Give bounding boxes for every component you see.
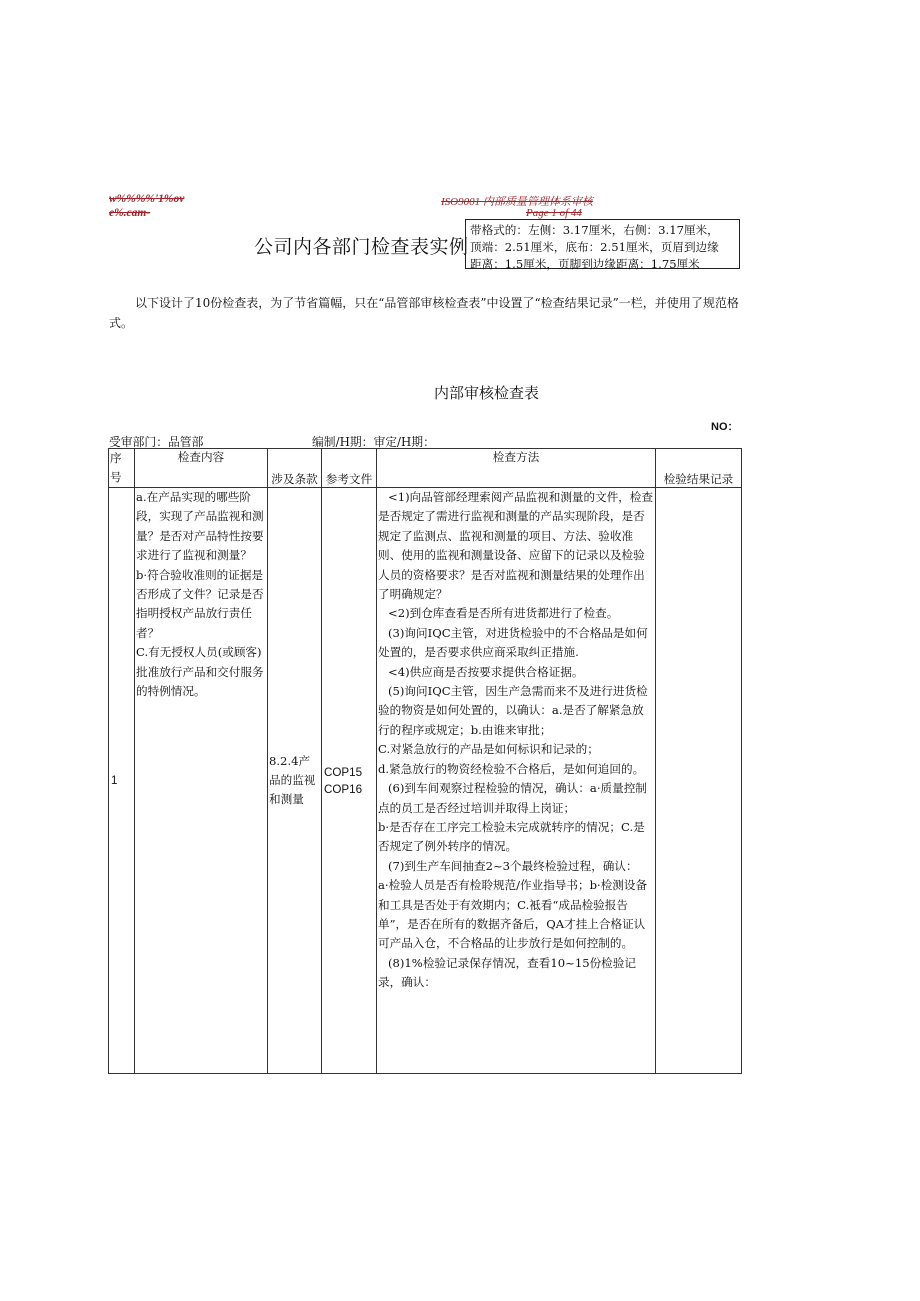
method-step-7: (7)到生产车间抽查2~3个最终检验过程，确认：	[388, 858, 638, 873]
header-ref-label: 参考文件	[325, 472, 373, 486]
header-seq	[109, 449, 135, 488]
header-method-label: 检查方法	[492, 450, 540, 464]
method-step-3: (3)询问IQC主管，对进货检验中的不合格品是如何处置的，是否要求供应商采取纠正措施.	[378, 625, 648, 660]
document-title: 公司内各部门检查表实例	[254, 236, 469, 258]
method-step-4: <4)供应商是否按要求提供合格证据。	[388, 664, 584, 679]
header-clause	[268, 449, 322, 488]
method-step-5c: C.对紧急放行的产品是如何标识和记录的；	[378, 742, 599, 757]
header-result-label: 检验结果记录	[663, 472, 734, 486]
header-content-label: 检查内容	[177, 450, 225, 464]
format-comment-box	[465, 219, 740, 269]
format-line-2: 顶端：2.51厘米，底布：2.51厘米，页眉到边缘	[470, 240, 719, 254]
header-method	[377, 449, 656, 488]
header-page-number: Page 1 of 44	[526, 207, 582, 219]
header-seq-label: 序号	[110, 451, 122, 484]
audited-department: 受审部门：品管部	[109, 435, 204, 449]
method-step-6b: b·是否存在工序完工检验未完成就转序的情况；C.是否规定了例外转序的情况。	[378, 819, 645, 854]
format-line-1: 带格式的：左侧：3.17厘米，右侧：3.17厘米，	[470, 223, 719, 237]
header-right-line1: ISO9001 内部质量管理体系审核	[441, 196, 593, 208]
method-step-7a: a·检验人员是否有检聆规范/作业指导书；b·检测设备和工具是否处于有效期内；C.袛看“成品检验报告单”，是否在所有的数据齐备后，QA才挂上合格证认可产品入仓，不合格品的让步放行是如何控制的。	[378, 878, 648, 951]
header-ref	[322, 449, 377, 488]
format-line-3: 距离：1.5厘米，页脚到边缘距离：1.75厘米	[470, 257, 700, 271]
row1-clause	[268, 488, 322, 1074]
table-title: 内部审核检查表	[434, 384, 540, 402]
header-content	[135, 449, 268, 488]
ref-cop15: COP15	[324, 765, 363, 779]
method-step-2: <2)到仓库查看是否所有进货都进行了检查。	[388, 606, 619, 621]
content-item-b: b·符合验收准则的证据是否形成了文件？记录是否指明授权产品放行责任者？	[136, 567, 264, 640]
header-clause-label: 涉及条款	[271, 472, 318, 486]
ref-cop16: COP16	[324, 782, 363, 796]
audit-checklist-table	[108, 448, 742, 1074]
header-left-line2: e%.cam-	[109, 207, 151, 219]
intro-paragraph	[109, 293, 749, 333]
method-step-6: (6)到车间观察过程检验的情况，确认：a·质量控制点的员工是否经过培训并取得上岗证；	[378, 781, 647, 815]
row1-result[interactable]	[656, 488, 742, 1074]
row1-method	[377, 488, 656, 1074]
table-row	[109, 488, 742, 1074]
table-header-row	[109, 449, 742, 488]
row1-content	[135, 488, 268, 1074]
method-step-5: (5)询问IQC主管，因生产急需而来不及进行进货检验的物资是如何处置的，以确认：a.是否了解紧急放行的程序或规定；b.由谁来审批；	[378, 684, 648, 737]
clause-text: 8.2.4产品的监视和测量	[269, 754, 316, 806]
row1-ref	[322, 488, 377, 1074]
header-result	[656, 449, 742, 488]
method-step-1: <1)向品管部经理索阅产品监视和测量的文件，检查是否规定了需进行监视和测量的产品实现阶段，是否规定了监测点、监视和测量的项目、方法、验收准则、使用的监视和测量设备、应留下的记录以及检验人员的资格要求？是否对监视和测量结果的处理作出了明确规定？	[378, 490, 654, 602]
content-item-c: C.有无授权人员(或顾客)批准放行产品和交付服务的特例情况。	[136, 645, 264, 699]
editor-approval-dates: 编制/H期：审定/H期：	[312, 435, 435, 449]
row1-seq: 1	[109, 488, 135, 1074]
number-label: NO：	[711, 421, 739, 433]
method-step-5d: d.紧急放行的物资经检验不合格后，是如何追回的。	[378, 761, 645, 776]
header-left-line1: w%%%%'1%ov	[109, 193, 185, 205]
method-step-8: (8)1%检验记录保存情况，查看10~15份检验记录，确认：	[378, 955, 636, 990]
intro-text: 以下设计了10份检查表，为了节省篇幅，只在“品管部审核检查表”中设置了“检查结果记录”一栏，并使用了规范格式。	[109, 296, 739, 330]
content-item-a: a.在产品实现的哪些阶段，实现了产品监视和测量？是否对产品特性按要求进行了监视和测量？	[136, 490, 264, 563]
